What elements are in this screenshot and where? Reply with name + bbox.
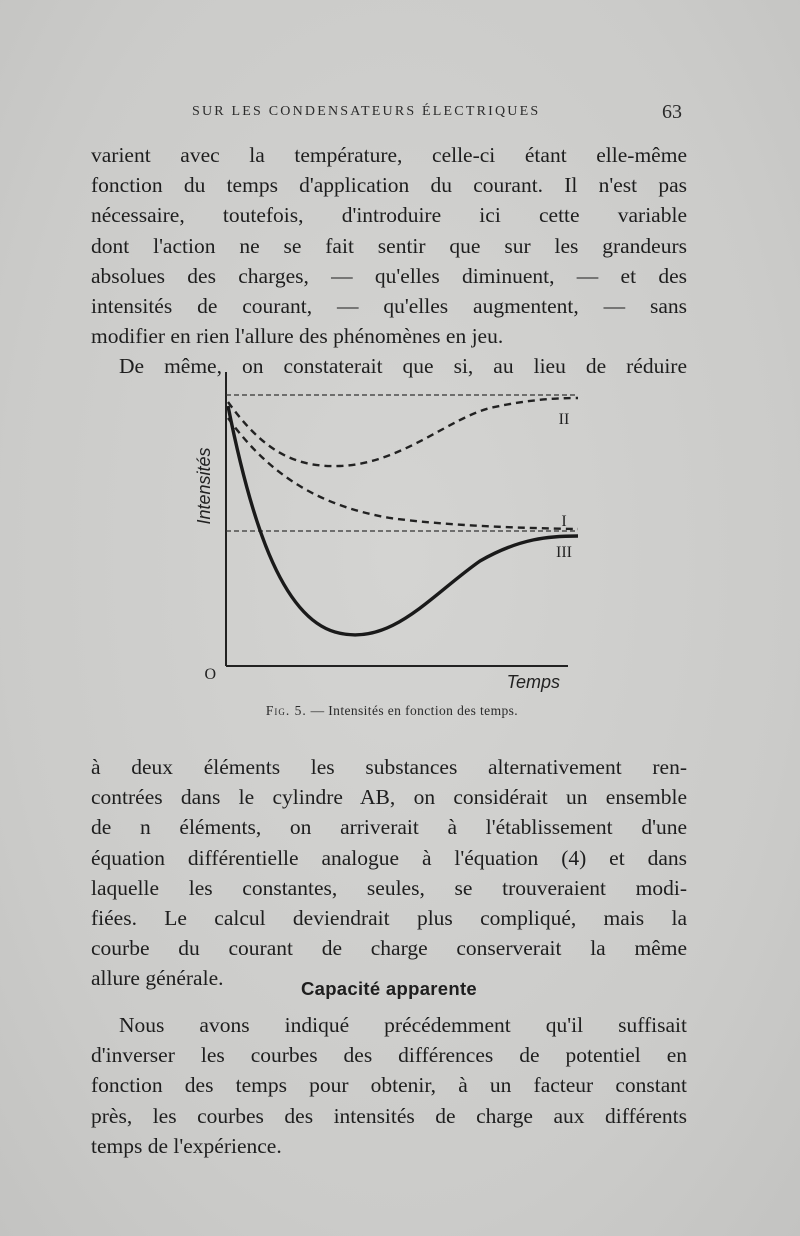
caption-fig-number: Fig. 5. [265,703,307,718]
text-line: de n éléments, on arriverait à l'établissement d'une [91,815,687,840]
curve-ii [228,398,578,466]
text-line: courbe du courant de charge conserverait la même [91,936,687,961]
text-line: absolues des charges, — qu'elles diminuent, — et des [91,263,687,288]
page-number: 63 [662,101,682,123]
paragraph-2 [91,752,687,994]
text-line: laquelle les constantes, seules, se trouveraient modi- [91,875,687,900]
origin-label: O [204,666,216,683]
text-line: temps de l'expérience. [91,1133,282,1158]
text-line: équation différentielle analogue à l'équation (4) et dans [91,845,687,870]
paragraph-3 [91,1010,687,1161]
running-title: SUR LES CONDENSATEURS ÉLECTRIQUES [192,104,541,119]
section-heading: Capacité apparente [300,978,478,999]
curve-i [228,418,578,529]
curve-i-label: I [561,513,567,530]
text-line: Nous avons indiqué précédemment qu'il suffisait [119,1013,687,1037]
text-line: fiées. Le calcul deviendrait plus compliqué, mais la [91,905,687,930]
text-line: modifier en rien l'allure des phénomènes en jeu. [91,324,504,349]
curve-iii-label: III [556,544,572,561]
figure-caption [222,703,562,719]
y-axis-label: Intensités [194,447,214,525]
text-line: De même, on constaterait que si, au lieu de réduire [119,354,687,379]
text-line: près, les courbes des intensités de charge aux différents [91,1103,687,1128]
text-line: d'inverser les courbes des différences de potentiel en [91,1043,687,1068]
text-line: allure générale. [91,966,224,991]
text-line: à deux éléments les substances alternativement ren- [91,755,687,779]
text-line: fonction des temps pour obtenir, à un facteur constant [91,1073,687,1098]
paragraph-1 [91,140,687,382]
curve-ii-label: II [558,411,570,428]
text-line: nécessaire, toutefois, d'introduire ici cette variable [91,203,687,228]
x-axis-label: Temps [506,672,560,692]
text-line: contrées dans le cylindre AB, on considérait un ensemble [91,785,687,810]
text-line: intensités de courant, — qu'elles augmentent, — sans [91,293,687,318]
text-line: fonction du temps d'application du courant. Il n'est pas [91,173,687,198]
figure-5 [190,366,590,696]
intensity-time-diagram [190,366,590,696]
caption-text: — Intensités en fonction des temps. [310,703,519,718]
text-line: varient avec la température, celle-ci étant elle-même [91,143,687,167]
text-line: dont l'action ne se fait sentir que sur les grandeurs [91,233,687,258]
